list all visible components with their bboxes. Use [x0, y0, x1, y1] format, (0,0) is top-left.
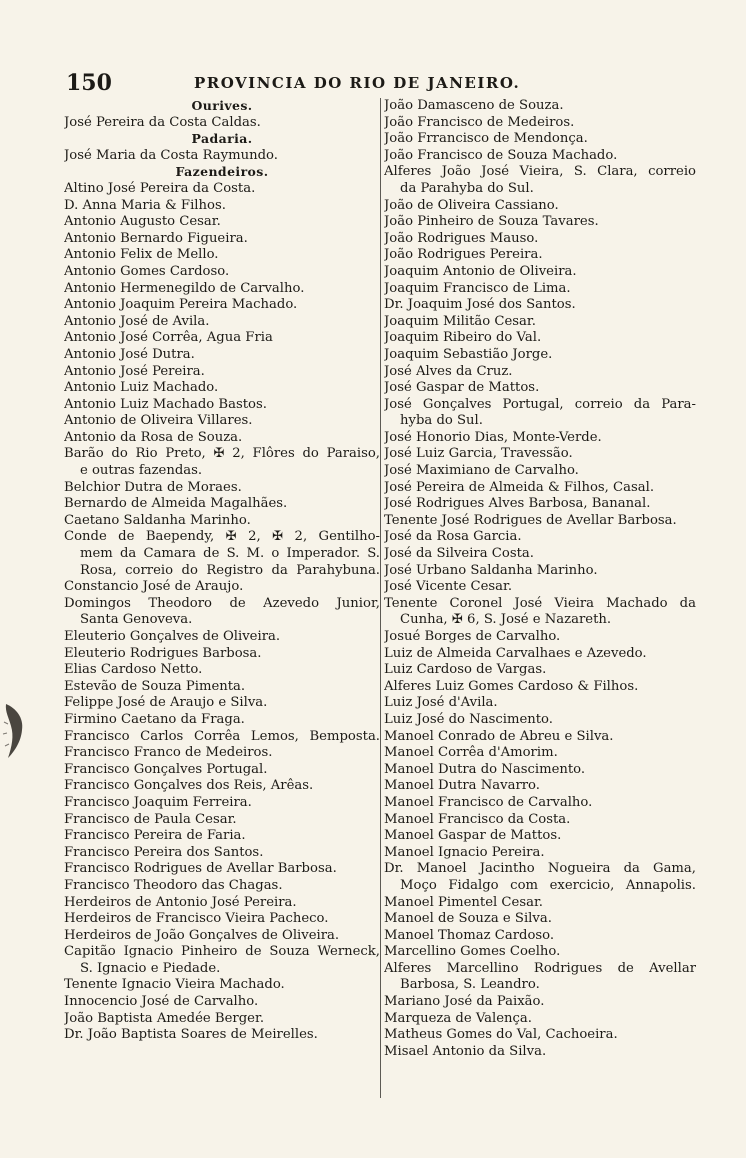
directory-entry: Tenente José Rodrigues de Avellar Barbosa.	[384, 512, 677, 528]
directory-entry: Manoel Thomaz Cardoso.	[384, 927, 555, 943]
entry-continuation: Rosa, correio do Registro da Parahybuna.	[80, 562, 380, 578]
directory-entry: Dr. Manoel Jacintho Nogueira da Gama,	[384, 861, 696, 877]
directory-entry: Manoel Francisco da Costa.	[384, 811, 571, 827]
directory-entry: Antonio Luiz Machado.	[64, 380, 219, 396]
directory-entry: José Maria da Costa Raymundo.	[64, 147, 278, 163]
directory-entry: José Urbano Saldanha Marinho.	[384, 562, 598, 578]
directory-entry: Manoel Dutra Navarro.	[384, 778, 540, 794]
directory-entry: Antonio Joaquim Pereira Machado.	[64, 297, 298, 313]
directory-entry: Manoel Gaspar de Mattos.	[384, 828, 562, 844]
directory-entry: José Honorio Dias, Monte-Verde.	[384, 429, 602, 445]
right-column	[384, 98, 696, 1060]
directory-entry: João Rodrigues Mauso.	[384, 230, 539, 246]
directory-entry: Manoel Ignacio Pereira.	[384, 844, 545, 860]
directory-entry: Francisco de Paula Cesar.	[64, 811, 237, 827]
directory-entry: Joaquim Militão Cesar.	[384, 313, 536, 329]
directory-entry: Francisco Pereira de Faria.	[64, 828, 246, 844]
directory-entry: Antonio Gomes Cardoso.	[64, 263, 230, 279]
entry-continuation: hyba do Sul.	[400, 413, 483, 429]
directory-entry: Manoel Francisco de Carvalho.	[384, 794, 593, 810]
column-divider	[380, 98, 381, 1098]
directory-entry: Antonio José Corrêa, Agua Fria	[64, 330, 273, 346]
directory-entry: João Damasceno de Souza.	[384, 98, 564, 113]
directory-entry: Bernardo de Almeida Magalhães.	[64, 496, 288, 512]
directory-entry: Francisco Carlos Corrêa Lemos, Bemposta.	[64, 728, 380, 744]
entry-continuation: da Parahyba do Sul.	[400, 180, 534, 196]
directory-entry: Antonio Luiz Machado Bastos.	[64, 396, 267, 412]
running-title: PROVINCIA DO RIO DE JANEIRO.	[194, 74, 521, 92]
directory-entry: Domingos Theodoro de Azevedo Junior,	[64, 595, 380, 611]
directory-entry: Marcellino Gomes Coelho.	[384, 944, 561, 960]
entry-continuation: Moço Fidalgo com exercicio, Annapolis.	[400, 877, 696, 893]
directory-entry: Antonio José Pereira.	[64, 363, 205, 379]
directory-entry: Herdeiros de João Gonçalves de Oliveira.	[64, 927, 340, 943]
directory-entry: Alferes Luiz Gomes Cardoso & Filhos.	[384, 678, 639, 694]
directory-entry: Alferes João José Vieira, S. Clara, correio	[384, 164, 696, 180]
directory-entry: Josué Borges de Carvalho.	[384, 629, 561, 644]
directory-entry: Tenente Ignacio Vieira Machado.	[64, 977, 285, 993]
directory-entry: Francisco Rodrigues de Avellar Barbosa.	[64, 861, 337, 877]
entry-continuation: Santa Genoveva.	[80, 612, 193, 628]
directory-entry: Belchior Dutra de Moraes.	[64, 479, 242, 495]
directory-entry: Luiz José do Nascimento.	[384, 711, 553, 727]
directory-entry: José Luiz Garcia, Travessão.	[384, 446, 573, 462]
directory-entry: Estevão de Souza Pimenta.	[64, 678, 246, 694]
directory-entry: Francisco Theodoro das Chagas.	[64, 877, 283, 893]
directory-entry: Francisco Joaquim Ferreira.	[64, 794, 252, 810]
page-number: 150	[66, 70, 112, 96]
directory-entry: Mariano José da Paixão.	[384, 994, 545, 1010]
directory-entry: Firmino Caetano da Fraga.	[64, 711, 245, 727]
directory-entry: D. Anna Maria & Filhos.	[64, 197, 226, 213]
directory-entry: Joaquim Francisco de Lima.	[384, 280, 571, 296]
directory-entry: Manoel Corrêa d'Amorim.	[384, 745, 558, 761]
directory-entry: José Vicente Cesar.	[384, 579, 513, 595]
directory-entry: Manoel Conrado de Abreu e Silva.	[384, 728, 614, 744]
directory-entry: Luiz de Almeida Carvalhaes e Azevedo.	[384, 645, 647, 661]
directory-entry: Luiz José d'Avila.	[384, 695, 498, 711]
entry-continuation: S. Ignacio e Piedade.	[80, 960, 221, 976]
directory-entry: Francisco Gonçalves Portugal.	[64, 761, 268, 777]
directory-entry: Joaquim Ribeiro do Val.	[384, 330, 542, 346]
directory-entry: Manoel Dutra do Nascimento.	[384, 761, 586, 777]
ink-blot-mark	[2, 700, 28, 762]
directory-entry: João Rodrigues Pereira.	[384, 247, 543, 263]
entry-continuation: Barbosa, S. Leandro.	[400, 977, 540, 993]
directory-entry: Manoel Pimentel Cesar.	[384, 894, 543, 910]
directory-entry: João Pinheiro de Souza Tavares.	[384, 214, 599, 230]
directory-entry: Francisco Gonçalves dos Reis, Arêas.	[64, 778, 314, 794]
section-heading: Padaria.	[191, 131, 253, 147]
directory-entry: Antonio José de Avila.	[64, 313, 210, 329]
directory-entry: Joaquim Antonio de Oliveira.	[384, 263, 577, 279]
directory-entry: Felippe José de Araujo e Silva.	[64, 695, 268, 711]
entry-continuation: mem da Camara de S. M. o Imperador. S.	[80, 546, 380, 562]
directory-entry: Elias Cardoso Netto.	[64, 662, 203, 678]
directory-entry: José Gonçalves Portugal, correio da Para-	[384, 396, 696, 412]
directory-entry: Francisco Franco de Medeiros.	[64, 745, 273, 761]
directory-entry: Joaquim Sebastião Jorge.	[384, 346, 553, 362]
directory-entry: Antonio Felix de Mello.	[64, 247, 219, 263]
directory-entry: João Francisco de Medeiros.	[384, 114, 575, 130]
directory-entry: Dr. João Baptista Soares de Meirelles.	[64, 1027, 318, 1043]
directory-entry: Innocencio José de Carvalho.	[64, 994, 259, 1010]
directory-entry: Alferes Marcellino Rodrigues de Avellar	[384, 960, 696, 976]
directory-entry: José Rodrigues Alves Barbosa, Bananal.	[384, 496, 651, 512]
directory-entry: João Francisco de Souza Machado.	[384, 147, 618, 163]
directory-entry: Marqueza de Valença.	[384, 1010, 532, 1026]
directory-entry: José Gaspar de Mattos.	[384, 380, 540, 396]
directory-entry: João Baptista Amedée Berger.	[64, 1010, 265, 1026]
section-heading: Fazendeiros.	[175, 164, 269, 180]
directory-entry: José da Rosa Garcia.	[384, 529, 522, 545]
directory-entry: João Frrancisco de Mendonça.	[384, 131, 588, 147]
directory-entry: Antonio Augusto Cesar.	[64, 214, 221, 230]
directory-entry: Herdeiros de Antonio José Pereira.	[64, 894, 297, 910]
directory-entry: Luiz Cardoso de Vargas.	[384, 662, 547, 678]
directory-entry: Antonio da Rosa de Souza.	[64, 429, 243, 445]
directory-entry: José Maximiano de Carvalho.	[384, 463, 579, 479]
directory-entry: Barão do Rio Preto, ✠ 2, Flôres do Paraiso,	[64, 446, 380, 462]
directory-entry: José Pereira da Costa Caldas.	[64, 114, 261, 130]
directory-entry: João de Oliveira Cassiano.	[384, 197, 559, 213]
left-column	[64, 98, 380, 1044]
directory-entry: Altino José Pereira da Costa.	[64, 180, 256, 196]
entry-continuation: e outras fazendas.	[80, 463, 203, 479]
section-heading: Ourives.	[191, 98, 253, 113]
directory-entry: Antonio Bernardo Figueira.	[64, 230, 248, 246]
directory-entry: Matheus Gomes do Val, Cachoeira.	[384, 1027, 618, 1043]
directory-entry: Antonio José Dutra.	[64, 346, 195, 362]
directory-entry: Antonio Hermenegildo de Carvalho.	[64, 280, 305, 296]
directory-entry: Capitão Ignacio Pinheiro de Souza Werneck,	[64, 944, 380, 960]
entry-continuation: Cunha, ✠ 6, S. José e Nazareth.	[400, 612, 612, 628]
directory-entry: Conde de Baependy, ✠ 2, ✠ 2, Gentilho-	[64, 529, 380, 545]
page-header	[66, 70, 586, 96]
directory-entry: Manoel de Souza e Silva.	[384, 911, 552, 927]
directory-entry: Herdeiros de Francisco Vieira Pacheco.	[64, 911, 329, 927]
directory-entry: Francisco Pereira dos Santos.	[64, 844, 264, 860]
directory-entry: Eleuterio Rodrigues Barbosa.	[64, 645, 262, 661]
directory-entry: José Pereira de Almeida & Filhos, Casal.	[384, 479, 655, 495]
directory-entry: José Alves da Cruz.	[384, 363, 513, 379]
directory-entry: Constancio José de Araujo.	[64, 579, 244, 595]
directory-entry: José da Silveira Costa.	[384, 546, 534, 562]
directory-entry: Tenente Coronel José Vieira Machado da	[384, 595, 696, 611]
directory-entry: Caetano Saldanha Marinho.	[64, 512, 251, 528]
directory-entry: Misael Antonio da Silva.	[384, 1043, 547, 1059]
directory-entry: Antonio de Oliveira Villares.	[64, 413, 253, 429]
directory-entry: Eleuterio Gonçalves de Oliveira.	[64, 629, 281, 644]
directory-entry: Dr. Joaquim José dos Santos.	[384, 297, 576, 313]
